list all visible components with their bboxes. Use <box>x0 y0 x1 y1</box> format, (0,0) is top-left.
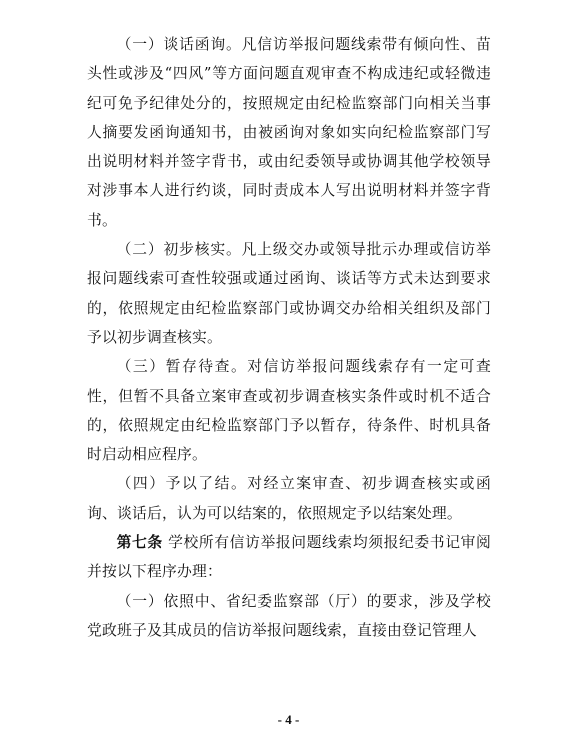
paragraph-talk-inquiry <box>87 30 491 235</box>
paragraph-temporary-storage <box>87 352 491 469</box>
paragraph-leadership-clues <box>87 587 491 646</box>
paragraph-conclusion <box>87 469 491 528</box>
article-heading: 第七条 <box>116 534 163 552</box>
document-body <box>87 30 491 645</box>
paragraph-text: （一）谈话函询。凡信访举报问题线索带有倾向性、苗头性或涉及“四风”等方面问题直观审查不构成违纪或轻微违纪可免予纪律处分的，按照规定由纪检监察部门向相关当事人摘要发函询通知书，由被函询对象如实向纪检监察部门写出说明材料并签字背书，或由纪委领导或协调其他学校领导对涉事本人进行约谈，同时责成本人写出说明材料并签字背书。 <box>87 36 491 229</box>
paragraph-text: 学校所有信访举报问题线索均须报纪委书记审阅并按以下程序办理： <box>87 534 491 581</box>
paragraph-text: （四）予以了结。对经立案审查、初步调查核实或函询、谈话后，认为可以结案的，依照规定予以结案处理。 <box>87 475 491 522</box>
paragraph-text: （二）初步核实。凡上级交办或领导批示办理或信访举报问题线索可查性较强或通过函询、谈话等方式未达到要求的，依照规定由纪检监察部门或协调交办给相关组织及部门予以初步调查核实。 <box>87 241 491 346</box>
paragraph-text: （三）暂存待查。对信访举报问题线索存有一定可查性，但暂不具备立案审查或初步调查核实条件或时机不适合的，依照规定由纪检监察部门予以暂存，待条件、时机具备时启动相应程序。 <box>87 358 491 464</box>
paragraph-preliminary-verification <box>87 235 491 352</box>
paragraph-text: （一）依照中、省纪委监察部（厅）的要求，涉及学校党政班子及其成员的信访举报问题线索，直接由登记管理人 <box>87 592 491 639</box>
article-seven <box>87 528 491 587</box>
page-number: - 4 - <box>277 712 300 727</box>
